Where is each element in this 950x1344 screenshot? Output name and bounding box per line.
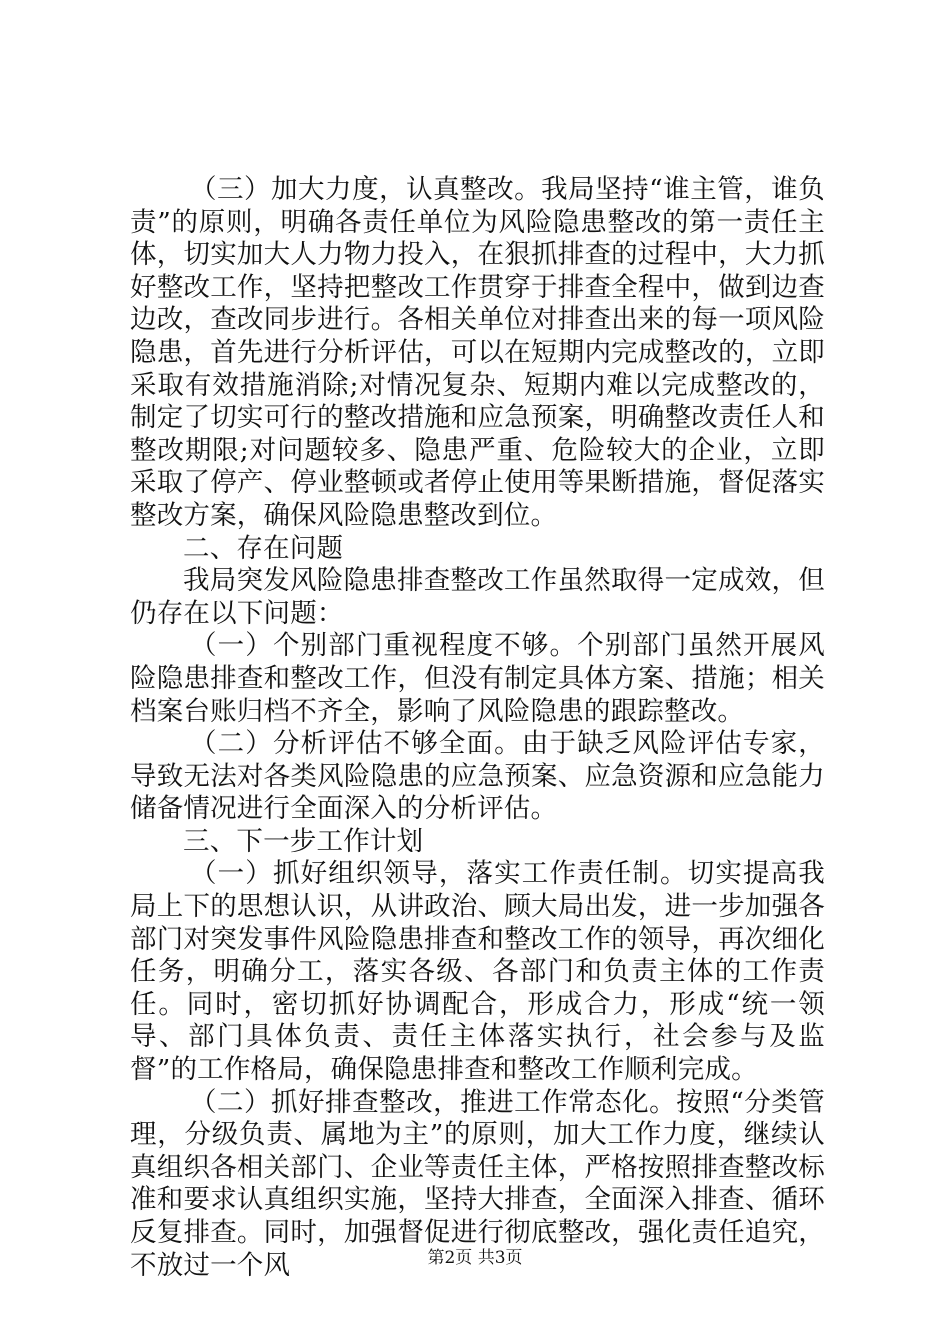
- paragraph-plan-one: （一）抓好组织领导，落实工作责任制。切实提高我局上下的思想认识，从讲政治、顾大局出发，进一步加强各部门对突发事件风险隐患排查和整改工作的领导，再次细化任务，明确分工，落实各级、各部门和负责主体的工作责任。同时，密切抓好协调配合，形成合力，形成“统一领导、部门具体负责、责任主体落实执行，社会参与及监督”的工作格局，确保隐患排查和整改工作顺利完成。: [130, 858, 825, 1086]
- paragraph-problems-intro: 我局突发风险隐患排查整改工作虽然取得一定成效，但仍存在以下问题：: [130, 565, 825, 629]
- body-text: [130, 174, 825, 1282]
- paragraph-problem-one: （一）个别部门重视程度不够。个别部门虽然开展风险隐患排查和整改工作，但没有制定具体方案、措施；相关档案台账归档不齐全，影响了风险隐患的跟踪整改。: [130, 630, 825, 727]
- heading-next-steps: 三、下一步工作计划: [183, 825, 424, 857]
- page-footer: 第2页 共3页: [427, 1248, 523, 1268]
- paragraph-problem-two: （二）分析评估不够全面。由于缺乏风险评估专家，导致无法对各类风险隐患的应急预案、应急资源和应急能力储备情况进行全面深入的分析评估。: [130, 728, 825, 825]
- heading-existing-problems: 二、存在问题: [183, 532, 344, 564]
- paragraph-rectification: （三）加大力度，认真整改。我局坚持“谁主管，谁负责”的原则，明确各责任单位为风险隐患整改的第一责任主体，切实加大人力物力投入，在狠抓排查的过程中，大力抓好整改工作，坚持把整改工作贯穿于排查全程中，做到边查边改，查改同步进行。各相关单位对排查出来的每一项风险隐患，首先进行分析评估，可以在短期内完成整改的，立即采取有效措施消除;对情况复杂、短期内难以完成整改的，制定了切实可行的整改措施和应急预案，明确整改责任人和整改期限;对问题较多、隐患严重、危险较大的企业，立即采取了停产、停业整顿或者停止使用等果断措施，督促落实整改方案，确保风险隐患整改到位。: [130, 174, 825, 531]
- paragraph-plan-two: （二）抓好排查整改，推进工作常态化。按照“分类管理，分级负责、属地为主”的原则，加大工作力度，继续认真组织各相关部门、企业等责任主体，严格按照排查整改标准和要求认真组织实施，坚持大排查，全面深入排查、循环反复排查。同时，加强督促进行彻底整改，强化责任追究，不放过一个风: [130, 1086, 825, 1281]
